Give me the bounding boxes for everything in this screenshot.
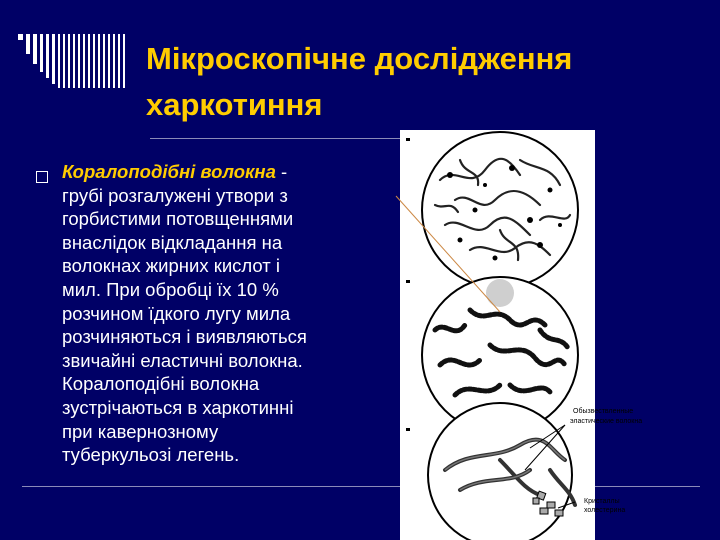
- microscope-field-coral-fibers: [422, 132, 578, 288]
- title-divider: [150, 138, 400, 139]
- title-line-1: Мікроскопічне дослідження: [146, 41, 573, 76]
- title-line-2: харкотиння: [146, 87, 323, 122]
- term-dash: -: [275, 161, 288, 182]
- term-highlight: Коралоподібні волокна: [62, 161, 276, 182]
- bullet-square-icon: [36, 171, 48, 183]
- body-line-first: [62, 160, 392, 184]
- footer-divider-left: [22, 486, 400, 487]
- body-line: горбистими потовщеннями: [62, 208, 294, 230]
- fibers-label-2: эластические волокна: [570, 418, 643, 425]
- decorative-stripes: [18, 34, 128, 88]
- body-line: мил. При обробці їх 10 %: [62, 278, 279, 300]
- crystals-label-1: Кристаллы: [584, 498, 620, 505]
- body-line: зустрічаються в харкотинні: [62, 396, 294, 418]
- fibers-label-1: Обызвествленные: [573, 408, 634, 415]
- body-text: [62, 160, 392, 467]
- slide-title: [146, 36, 706, 128]
- crystals-label-2: холестерина: [584, 507, 626, 514]
- body-line: Коралоподібні волокна: [62, 373, 260, 395]
- body-line: внаслідок відкладання на: [62, 231, 283, 253]
- body-line: грубі розгалужені утвори з: [62, 184, 288, 206]
- microscopy-figure: [400, 130, 643, 540]
- body-line: розчином їдкого лугу мила: [62, 302, 291, 324]
- body-line: волокнах жирних кислот і: [62, 255, 281, 277]
- body-line: туберкульозі легень.: [62, 444, 240, 466]
- body-line: звичайні еластичні волокна.: [62, 349, 303, 371]
- body-line: розчиняються і виявляються: [62, 326, 307, 348]
- footer-divider-right: [595, 486, 700, 487]
- body-line: при кавернозному: [62, 420, 219, 442]
- microscope-field-calcified-fibers: [428, 403, 642, 540]
